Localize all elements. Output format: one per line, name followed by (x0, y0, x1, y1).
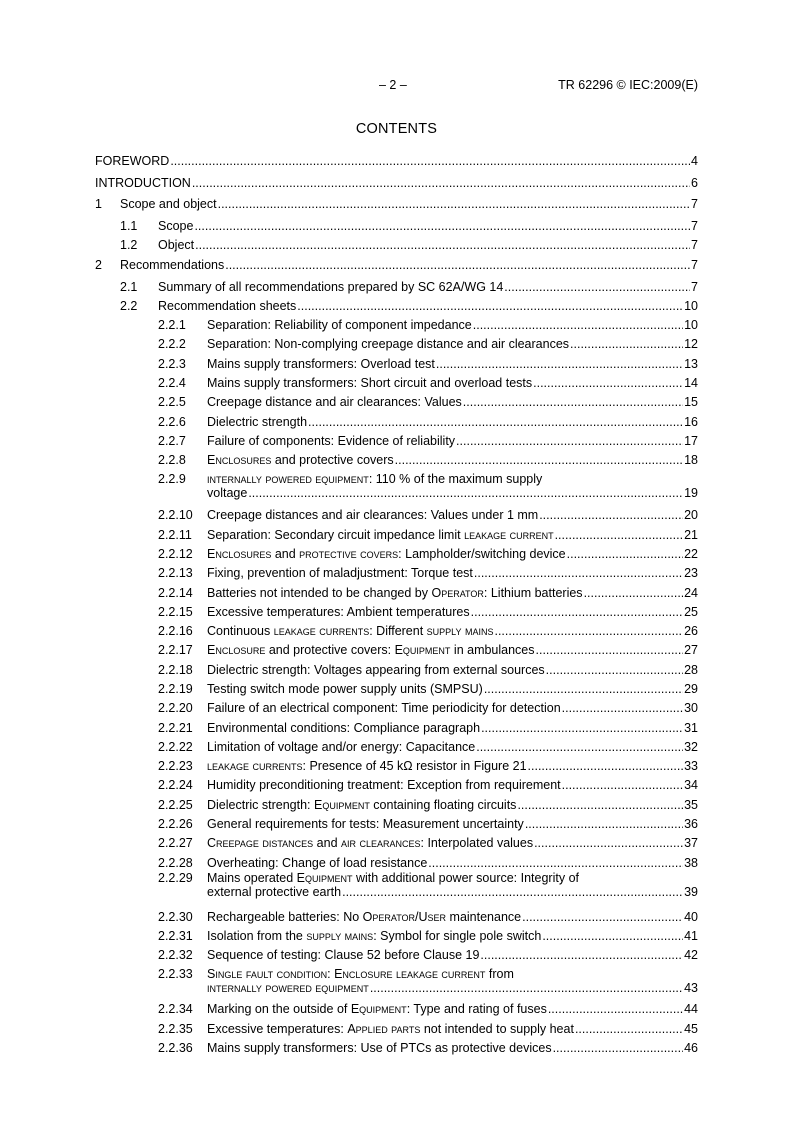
toc-entry[interactable] (95, 376, 698, 390)
page-title: CONTENTS (355, 121, 438, 137)
toc-entry[interactable] (95, 778, 698, 792)
toc-number: 2.2.15 (158, 605, 193, 619)
toc-entry[interactable] (95, 280, 698, 294)
toc-title: FOREWORD (95, 154, 170, 168)
toc-page-number: 7 (691, 219, 698, 233)
toc-number: 2.1 (120, 280, 138, 294)
toc-entry[interactable] (95, 176, 698, 190)
toc-page-number: 34 (684, 778, 698, 792)
dot-leader (218, 197, 690, 211)
dot-leader (192, 176, 690, 190)
dot-leader (297, 299, 683, 313)
toc-page-number: 28 (684, 663, 698, 677)
toc-entry[interactable] (95, 836, 698, 850)
toc-page-number: 17 (684, 434, 698, 448)
dot-leader (342, 885, 683, 899)
dot-leader (494, 624, 683, 638)
toc-entry[interactable] (95, 871, 698, 899)
toc-entry[interactable] (95, 395, 698, 409)
toc-title: Continuous leakage currents: Different supply mains (207, 624, 494, 638)
toc-title: Failure of an electrical component: Time periodicity for detection (207, 701, 561, 715)
toc-page-number: 7 (691, 258, 698, 272)
dot-leader (533, 376, 683, 390)
toc-title: Scope (158, 219, 194, 233)
toc-title: Rechargeable batteries: No Operator/User maintenance (207, 910, 522, 924)
dot-leader (567, 547, 683, 561)
toc-entry[interactable] (95, 701, 698, 715)
toc-number: 2.2.31 (158, 929, 193, 943)
toc-entry[interactable] (95, 929, 698, 943)
toc-page-number: 42 (684, 948, 698, 962)
toc-entry[interactable] (95, 547, 698, 561)
toc-number: 2.2.25 (158, 798, 193, 812)
toc-number: 2.2.17 (158, 643, 193, 657)
toc-entry[interactable] (95, 643, 698, 657)
toc-entry[interactable] (95, 318, 698, 332)
dot-leader (474, 566, 683, 580)
toc-title: Mains operated Equipment with additional power source: Integrity of (207, 871, 579, 885)
toc-number: 1.1 (120, 219, 138, 233)
toc-page-number: 31 (684, 721, 698, 735)
dot-leader (562, 701, 683, 715)
toc-entry[interactable] (95, 415, 698, 429)
toc-page-number: 45 (684, 1022, 698, 1036)
toc-number: 2.2.6 (158, 415, 186, 429)
dot-leader (170, 154, 690, 168)
toc-page-number: 38 (684, 856, 698, 870)
toc-entry[interactable] (95, 154, 698, 168)
toc-page-number: 15 (684, 395, 698, 409)
dot-leader (195, 238, 690, 252)
toc-title: Separation: Reliability of component impedance (207, 318, 472, 332)
toc-title: Testing switch mode power supply units (SMPSU) (207, 682, 483, 696)
toc-number: 2.2.35 (158, 1022, 193, 1036)
dot-leader (542, 929, 683, 943)
toc-number: 2.2.27 (158, 836, 193, 850)
toc-number: 2.2.12 (158, 547, 193, 561)
toc-title: Dielectric strength (207, 415, 308, 429)
toc-title: INTRODUCTION (95, 176, 191, 190)
toc-title: internally powered equipment: 110 % of the maximum supply (207, 472, 543, 486)
toc-entry[interactable] (95, 566, 698, 580)
toc-number: 2.2.20 (158, 701, 193, 715)
toc-title: Creepage distance and air clearances: Values (207, 395, 462, 409)
toc-page-number: 37 (684, 836, 698, 850)
toc-title: Humidity preconditioning treatment: Exception from requirement (207, 778, 561, 792)
toc-entry[interactable] (95, 258, 698, 272)
toc-entry[interactable] (95, 357, 698, 371)
dot-leader (471, 605, 683, 619)
toc-title: Excessive temperatures: Ambient temperatures (207, 605, 470, 619)
toc-title: Environmental conditions: Compliance paragraph (207, 721, 481, 735)
toc-number: 1.2 (120, 238, 138, 252)
dot-leader (225, 258, 690, 272)
dot-leader (308, 415, 683, 429)
toc-number: 2.2.8 (158, 453, 186, 467)
toc-page-number: 10 (684, 318, 698, 332)
toc-number: 2.2.2 (158, 337, 186, 351)
toc-number: 2.2.26 (158, 817, 193, 831)
toc-number: 2.2.29 (158, 871, 193, 885)
toc-number: 2.2.9 (158, 472, 186, 486)
dot-leader (517, 798, 683, 812)
toc-page-number: 33 (684, 759, 698, 773)
toc-number: 2.2.18 (158, 663, 193, 677)
toc-title: Isolation from the supply mains: Symbol for single pole switch (207, 929, 542, 943)
dot-leader (463, 395, 683, 409)
toc-title: General requirements for tests: Measurement uncertainty (207, 817, 524, 831)
toc-title-continued: internally powered equipment (207, 981, 369, 995)
toc-entry[interactable] (95, 434, 698, 448)
toc-page-number: 7 (691, 197, 698, 211)
dot-leader (395, 453, 683, 467)
toc-title: Fixing, prevention of maladjustment: Torque test (207, 566, 473, 580)
toc-number: 2.2.1 (158, 318, 186, 332)
dot-leader (194, 219, 690, 233)
toc-entry[interactable] (95, 740, 698, 754)
toc-page-number: 24 (684, 586, 698, 600)
dot-leader (528, 759, 684, 773)
document-id: TR 62296 © IEC:2009(E) (558, 78, 698, 92)
toc-entry[interactable] (95, 528, 698, 542)
page-number: – 2 – (379, 78, 407, 92)
toc-entry[interactable] (95, 721, 698, 735)
dot-leader (555, 528, 684, 542)
toc-title: Mains supply transformers: Use of PTCs as protective devices (207, 1041, 552, 1055)
toc-entry[interactable] (95, 1041, 698, 1055)
toc-number: 2.2.5 (158, 395, 186, 409)
dot-leader (584, 586, 684, 600)
toc-title: Separation: Secondary circuit impedance limit leakage current (207, 528, 554, 542)
toc-page-number: 43 (684, 981, 698, 995)
toc-entry[interactable] (95, 472, 698, 500)
toc-title: Marking on the outside of Equipment: Type and rating of fuses (207, 1002, 547, 1016)
toc-title: Summary of all recommendations prepared by SC 62A/WG 14 (158, 280, 504, 294)
toc-title: Limitation of voltage and/or energy: Capacitance (207, 740, 476, 754)
toc-number: 2.2.10 (158, 508, 193, 522)
toc-title: Object (158, 238, 195, 252)
toc-entry[interactable] (95, 817, 698, 831)
toc-page-number: 44 (684, 1002, 698, 1016)
toc-title: Overheating: Change of load resistance (207, 856, 428, 870)
toc-page-number: 7 (691, 238, 698, 252)
toc-entry[interactable] (95, 624, 698, 638)
toc-number: 1 (95, 197, 102, 211)
toc-entry[interactable] (95, 967, 698, 995)
toc-title: Recommendation sheets (158, 299, 297, 313)
toc-title: Single fault condition: Enclosure leakage current from (207, 967, 514, 981)
toc-title: Dielectric strength: Voltages appearing from external sources (207, 663, 545, 677)
toc-number: 2.2.14 (158, 586, 193, 600)
toc-title: Creepage distances and air clearances: Interpolated values (207, 836, 534, 850)
toc-title: Recommendations (120, 258, 225, 272)
toc-page-number: 14 (684, 376, 698, 390)
toc-page-number: 39 (684, 885, 698, 899)
dot-leader (480, 948, 683, 962)
toc-page-number: 20 (684, 508, 698, 522)
dot-leader (428, 856, 683, 870)
toc-entry[interactable] (95, 663, 698, 677)
toc-entry[interactable] (95, 759, 698, 773)
dot-leader (481, 721, 683, 735)
toc-page-number: 13 (684, 357, 698, 371)
toc-entry[interactable] (95, 238, 698, 252)
toc-title: Mains supply transformers: Short circuit and overload tests (207, 376, 533, 390)
toc-entry[interactable] (95, 508, 698, 522)
dot-leader (370, 981, 683, 995)
toc-entry[interactable] (95, 586, 698, 600)
toc-entry[interactable] (95, 856, 698, 870)
dot-leader (536, 643, 684, 657)
toc-page-number: 30 (684, 701, 698, 715)
toc-page-number: 10 (684, 299, 698, 313)
toc-page-number: 26 (684, 624, 698, 638)
toc-page-number: 22 (684, 547, 698, 561)
toc-title: Failure of components: Evidence of reliability (207, 434, 456, 448)
toc-title-continued: external protective earth (207, 885, 342, 899)
toc-number: 2.2.33 (158, 967, 193, 981)
toc-entry[interactable] (95, 219, 698, 233)
toc-entry[interactable] (95, 948, 698, 962)
toc-title: Enclosures and protective covers: Lampholder/switching device (207, 547, 566, 561)
toc-number: 2.2.24 (158, 778, 193, 792)
toc-number: 2.2.3 (158, 357, 186, 371)
toc-title: Excessive temperatures: Applied parts not intended to supply heat (207, 1022, 574, 1036)
dot-leader (484, 682, 683, 696)
toc-number: 2.2.13 (158, 566, 193, 580)
dot-leader (525, 817, 683, 831)
dot-leader (456, 434, 683, 448)
toc-page-number: 6 (691, 176, 698, 190)
toc-entry[interactable] (95, 605, 698, 619)
toc-number: 2.2.4 (158, 376, 186, 390)
dot-leader (504, 280, 690, 294)
toc-title: Enclosure and protective covers: Equipment in ambulances (207, 643, 535, 657)
toc-title: Scope and object (120, 197, 217, 211)
dot-leader (562, 778, 683, 792)
toc-number: 2.2.34 (158, 1002, 193, 1016)
toc-number: 2 (95, 258, 102, 272)
toc-page-number: 25 (684, 605, 698, 619)
toc-page-number: 12 (684, 337, 698, 351)
toc-entry[interactable] (95, 299, 698, 313)
toc-number: 2.2.36 (158, 1041, 193, 1055)
toc-entry[interactable] (95, 1002, 698, 1016)
dot-leader (575, 1022, 683, 1036)
toc-page-number: 19 (684, 486, 698, 500)
toc-page-number: 36 (684, 817, 698, 831)
toc-entry[interactable] (95, 453, 698, 467)
toc-number: 2.2.28 (158, 856, 193, 870)
dot-leader (534, 836, 683, 850)
toc-title: leakage currents: Presence of 45 kΩ resistor in Figure 21 (207, 759, 527, 773)
toc-page-number: 35 (684, 798, 698, 812)
dot-leader (553, 1041, 684, 1055)
toc-entry[interactable] (95, 197, 698, 211)
dot-leader (570, 337, 683, 351)
dot-leader (522, 910, 683, 924)
dot-leader (436, 357, 683, 371)
toc-number: 2.2.11 (158, 528, 192, 542)
dot-leader (473, 318, 683, 332)
toc-page-number: 23 (684, 566, 698, 580)
toc-page-number: 29 (684, 682, 698, 696)
toc-title: Creepage distances and air clearances: Values under 1 mm (207, 508, 539, 522)
toc-page-number: 27 (684, 643, 698, 657)
toc-title: Separation: Non-complying creepage distance and air clearances (207, 337, 570, 351)
toc-entry[interactable] (95, 910, 698, 924)
toc-entry[interactable] (95, 337, 698, 351)
toc-number: 2.2.21 (158, 721, 193, 735)
toc-title-continued: voltage (207, 486, 248, 500)
toc-page-number: 4 (691, 154, 698, 168)
toc-title: Enclosures and protective covers (207, 453, 394, 467)
toc-page-number: 18 (684, 453, 698, 467)
toc-page-number: 32 (684, 740, 698, 754)
toc-number: 2.2.32 (158, 948, 193, 962)
toc-title: Sequence of testing: Clause 52 before Clause 19 (207, 948, 480, 962)
toc-number: 2.2.16 (158, 624, 193, 638)
toc-page-number: 16 (684, 415, 698, 429)
dot-leader (548, 1002, 683, 1016)
toc-page-number: 21 (684, 528, 698, 542)
toc-title: Mains supply transformers: Overload test (207, 357, 435, 371)
toc-number: 2.2.22 (158, 740, 193, 754)
toc-number: 2.2.23 (158, 759, 193, 773)
toc-title: Dielectric strength: Equipment containing floating circuits (207, 798, 517, 812)
toc-number: 2.2.7 (158, 434, 186, 448)
toc-entry[interactable] (95, 682, 698, 696)
toc-title: Batteries not intended to be changed by Operator: Lithium batteries (207, 586, 583, 600)
toc-entry[interactable] (95, 798, 698, 812)
toc-entry[interactable] (95, 1022, 698, 1036)
dot-leader (546, 663, 683, 677)
toc-number: 2.2.30 (158, 910, 193, 924)
toc-page-number: 46 (684, 1041, 698, 1055)
dot-leader (539, 508, 683, 522)
toc-number: 2.2 (120, 299, 138, 313)
dot-leader (476, 740, 683, 754)
toc-page-number: 41 (684, 929, 698, 943)
toc-number: 2.2.19 (158, 682, 193, 696)
toc-page-number: 40 (684, 910, 698, 924)
toc-page-number: 7 (691, 280, 698, 294)
dot-leader (248, 486, 683, 500)
